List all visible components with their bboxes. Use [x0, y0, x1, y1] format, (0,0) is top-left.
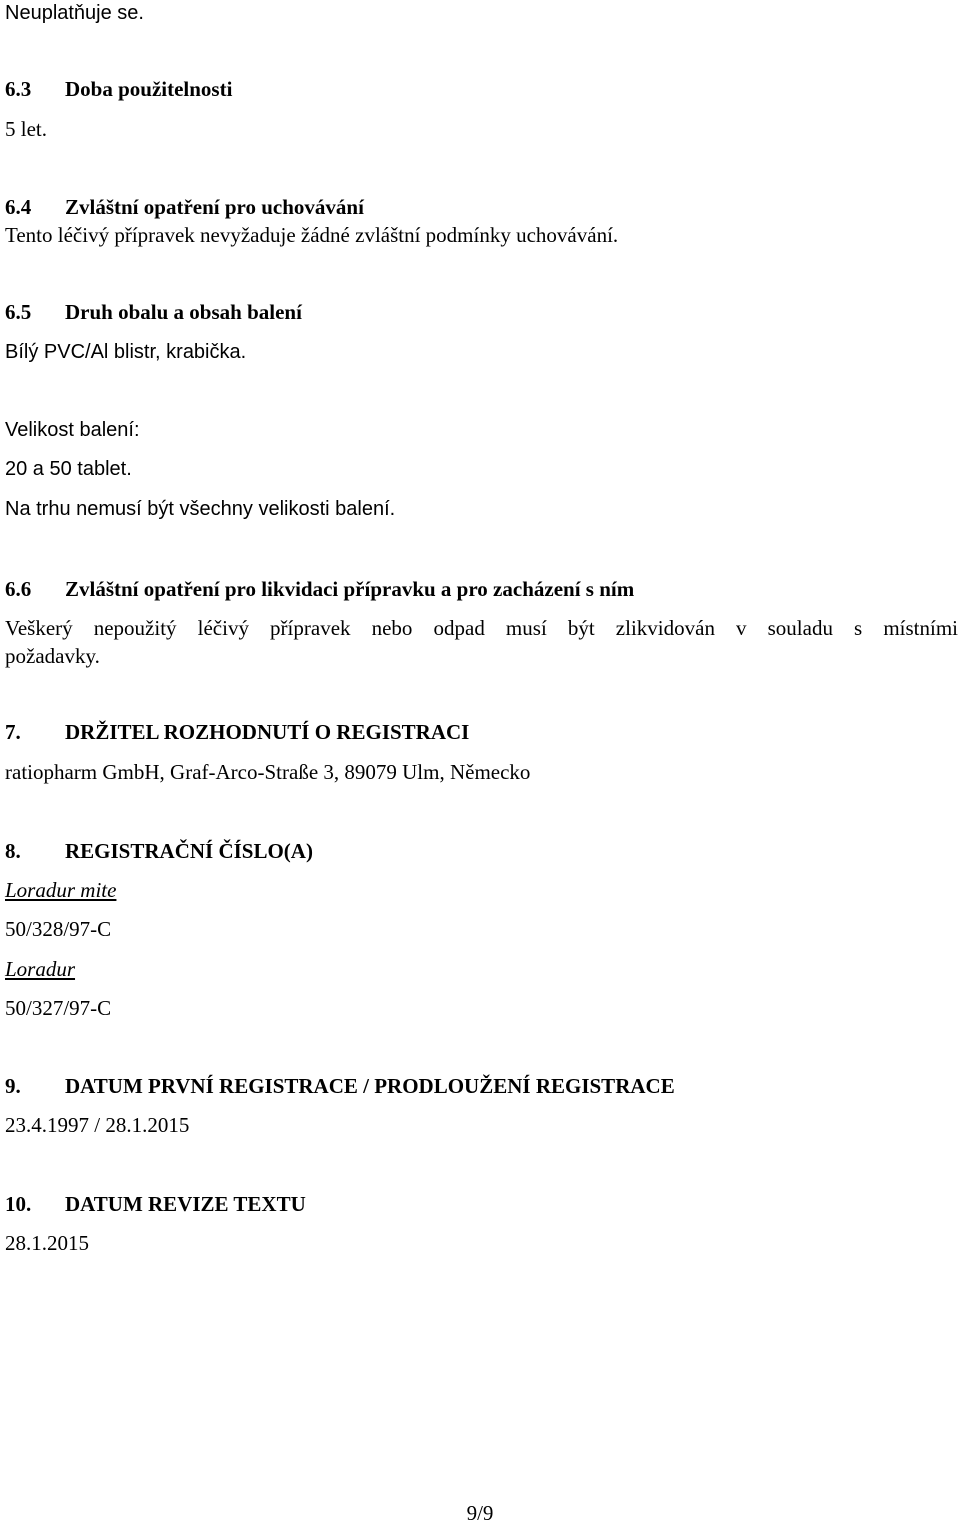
section-6-6-number: 6.6 [5, 577, 32, 601]
section-9-title: DATUM PRVNÍ REGISTRACE / PRODLOUŽENÍ REGISTRACE [65, 1074, 675, 1098]
section-6-3-title: Doba použitelnosti [65, 77, 233, 101]
section-6-6-title: Zvláštní opatření pro likvidaci přípravku a pro zacházení s ním [65, 577, 635, 601]
page-number: 9/9 [466, 1501, 494, 1525]
section-6-5-line3: 20 a 50 tablet. [5, 458, 132, 480]
section-10-title: DATUM REVIZE TEXTU [65, 1192, 306, 1216]
product-name-1: Loradur mite [5, 878, 117, 902]
section-9-text: 23.4.1997 / 28.1.2015 [5, 1113, 190, 1137]
section-8-title: REGISTRAČNÍ ČÍSLO(A) [65, 839, 313, 863]
section-7-text: ratiopharm GmbH, Graf-Arco-Straße 3, 89079 Ulm, Německo [5, 760, 531, 784]
section-6-6-line1: Veškerý nepoužitý léčivý přípravek nebo odpad musí být zlikvidován v souladu s místními [5, 616, 958, 640]
section-10-number: 10. [5, 1192, 32, 1216]
section-9-heading [5, 1073, 675, 1099]
section-6-4-title: Zvláštní opatření pro uchovávání [65, 195, 364, 219]
section-6-5-line2: Velikost balení: [5, 419, 140, 441]
registration-number-1: 50/328/97-C [5, 917, 112, 941]
registration-number-2: 50/327/97-C [5, 996, 112, 1020]
section-6-3-heading [5, 76, 232, 102]
section-6-5-heading [5, 299, 302, 325]
section-6-5-title: Druh obalu a obsah balení [65, 300, 302, 324]
intro-text: Neuplatňuje se. [5, 2, 144, 24]
product-name-2: Loradur [5, 957, 76, 981]
section-7-title: DRŽITEL ROZHODNUTÍ O REGISTRACI [65, 720, 470, 744]
section-6-5-line1: Bílý PVC/Al blistr, krabička. [5, 341, 247, 363]
section-9-number: 9. [5, 1074, 21, 1098]
section-6-5-line4: Na trhu nemusí být všechny velikosti balení. [5, 498, 396, 520]
section-8-number: 8. [5, 839, 21, 863]
section-6-3-number: 6.3 [5, 77, 32, 101]
section-10-heading [5, 1191, 306, 1217]
section-6-3-text: 5 let. [5, 117, 47, 141]
section-6-4-text: Tento léčivý přípravek nevyžaduje žádné zvláštní podmínky uchovávání. [5, 223, 619, 247]
section-8-heading [5, 838, 313, 864]
section-7-number: 7. [5, 720, 21, 744]
section-6-6-line2: požadavky. [5, 644, 100, 668]
section-7-heading [5, 719, 469, 745]
section-6-4-heading [5, 194, 364, 220]
section-6-4-number: 6.4 [5, 195, 32, 219]
section-6-5-number: 6.5 [5, 300, 32, 324]
section-6-6-heading [5, 576, 634, 602]
section-10-text: 28.1.2015 [5, 1231, 89, 1255]
